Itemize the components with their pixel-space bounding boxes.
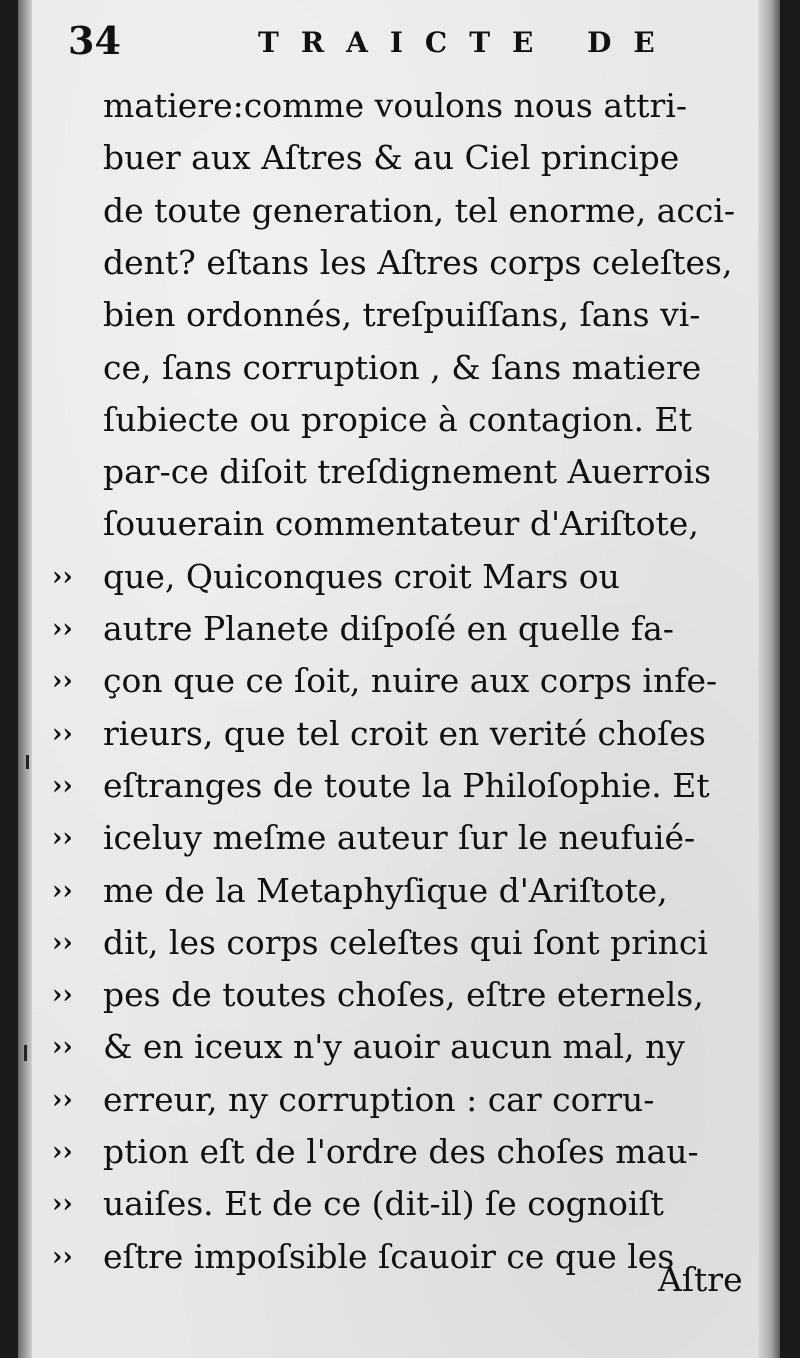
text-line: & en iceux n'y auoir aucun mal, ny bbox=[103, 1027, 685, 1066]
page-header bbox=[68, 18, 768, 63]
quotation-mark: ›› bbox=[52, 614, 73, 644]
quotation-mark: ›› bbox=[52, 1137, 73, 1167]
text-line: eſtre impoſsible ſcauoir ce que les bbox=[103, 1237, 675, 1276]
quotation-mark: ›› bbox=[52, 719, 73, 749]
text-line: par-ce diſoit treſdignement Auerrois bbox=[103, 452, 712, 491]
running-head: TRAICTE DE bbox=[258, 26, 677, 59]
text-line: iceluy meſme auteur ſur le neufuié- bbox=[103, 818, 696, 857]
text-line: rieurs, que tel croit en verité choſes bbox=[103, 714, 706, 753]
text-line: matiere:comme voulons nous attri- bbox=[103, 86, 688, 125]
quotation-mark: ›› bbox=[52, 876, 73, 906]
quotation-mark: ›› bbox=[52, 1242, 73, 1272]
quotation-mark: ›› bbox=[52, 823, 73, 853]
text-line: de toute generation, tel enorme, acci- bbox=[103, 191, 736, 230]
text-line: erreur, ny corruption : car corru- bbox=[103, 1080, 655, 1119]
text-line: que, Quiconques croit Mars ou bbox=[103, 557, 620, 596]
ink-speck bbox=[26, 755, 29, 769]
text-line: bien ordonnés, treſpuiſſans, ſans vi- bbox=[103, 295, 701, 334]
text-line: ſubiecte ou propice à contagion. Et bbox=[103, 400, 692, 439]
quotation-mark: ›› bbox=[52, 771, 73, 801]
page-number: 34 bbox=[68, 18, 121, 63]
catchword: Aſtre bbox=[658, 1260, 743, 1299]
quotation-mark: ›› bbox=[52, 928, 73, 958]
quotation-mark: ›› bbox=[52, 1189, 73, 1219]
text-line: me de la Metaphyſique d'Ariſtote, bbox=[103, 871, 668, 910]
text-line: eſtranges de toute la Philoſophie. Et bbox=[103, 766, 710, 805]
text-line: ce, ſans corruption , & ſans matiere bbox=[103, 348, 702, 387]
text-line: ption eſt de l'ordre des choſes mau- bbox=[103, 1132, 699, 1171]
text-line: pes de toutes choſes, eſtre eternels, bbox=[103, 975, 704, 1014]
quotation-mark: ›› bbox=[52, 562, 73, 592]
book-page bbox=[18, 0, 780, 1358]
text-line: autre Planete diſpoſé en quelle fa- bbox=[103, 609, 674, 648]
text-line: uaiſes. Et de ce (dit-il) ſe cognoiſt bbox=[103, 1184, 664, 1223]
quotation-mark: ›› bbox=[52, 666, 73, 696]
text-line: buer aux Aſtres & au Ciel principe bbox=[103, 138, 680, 177]
text-line: çon que ce ſoit, nuire aux corps infe- bbox=[103, 661, 718, 700]
text-line: dent? eſtans les Aſtres corps celeſtes, bbox=[103, 243, 733, 282]
quotation-mark: ›› bbox=[52, 980, 73, 1010]
page-gutter-shadow bbox=[18, 0, 32, 1358]
quotation-mark: ›› bbox=[52, 1085, 73, 1115]
text-line: ſouuerain commentateur d'Ariſtote, bbox=[103, 504, 699, 543]
quotation-mark: ›› bbox=[52, 1032, 73, 1062]
text-line: dit, les corps celeſtes qui ſont princi bbox=[103, 923, 708, 962]
ink-speck bbox=[24, 1045, 27, 1061]
